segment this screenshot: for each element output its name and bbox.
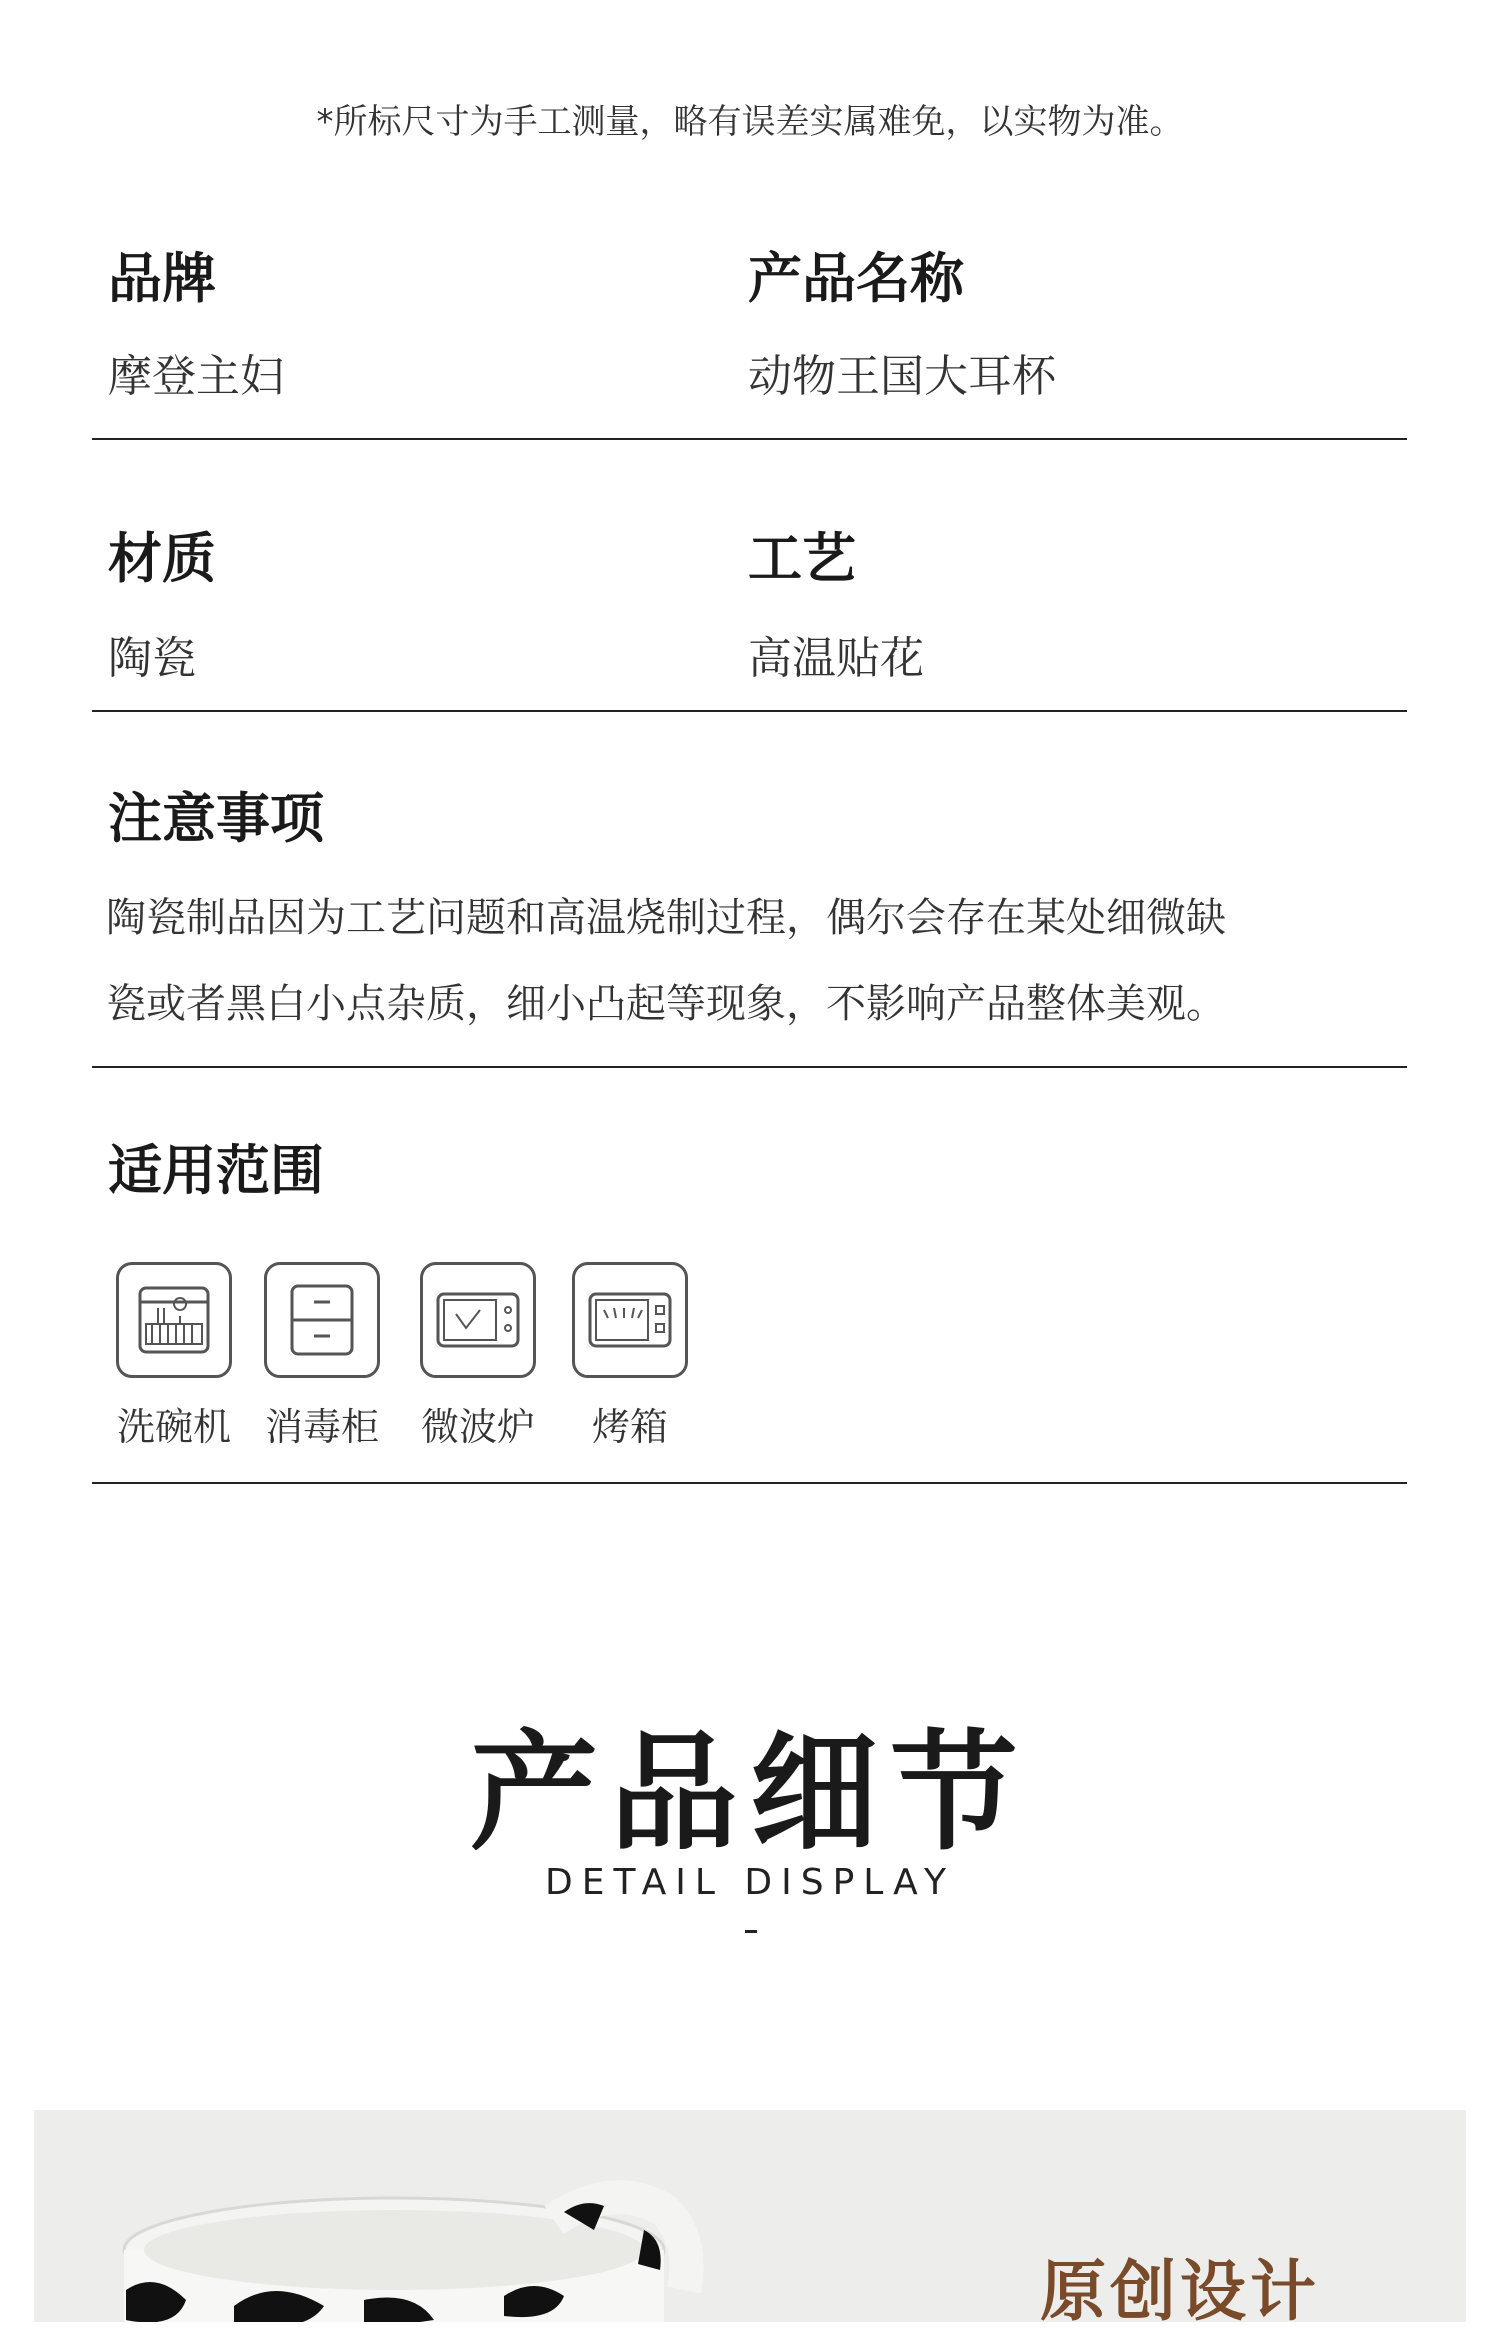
subtitle-dash xyxy=(745,1930,757,1933)
material-value: 陶瓷 xyxy=(108,633,196,684)
brand-value: 摩登主妇 xyxy=(108,351,284,402)
feature-title: 原创设计 xyxy=(1040,2253,1320,2330)
oven-icon xyxy=(572,1262,688,1378)
brand-label: 品牌 xyxy=(108,247,216,310)
notice-line-2: 瓷或者黑白小点杂质，细小凸起等现象，不影响产品整体美观。 xyxy=(106,981,1226,1027)
craft-label: 工艺 xyxy=(748,527,856,590)
usage-label-oven: 烤箱 xyxy=(591,1405,668,1449)
usage-label-microwave: 微波炉 xyxy=(420,1405,535,1449)
detail-title: 产品细节 xyxy=(469,1719,1030,1868)
dishwasher-icon xyxy=(116,1262,232,1378)
divider xyxy=(92,438,1407,440)
divider xyxy=(92,1066,1407,1068)
notice-line-1: 陶瓷制品因为工艺问题和高温烧制过程，偶尔会存在某处细微缺 xyxy=(106,895,1226,941)
measurement-note: *所标尺寸为手工测量，略有误差实属难免，以实物为准。 xyxy=(316,102,1184,142)
product-name-label: 产品名称 xyxy=(748,247,964,310)
usage-title: 适用范围 xyxy=(108,1139,324,1202)
material-label: 材质 xyxy=(108,527,216,590)
detail-subtitle: DETAIL DISPLAY xyxy=(544,1862,955,1903)
divider xyxy=(92,710,1407,712)
notice-title: 注意事项 xyxy=(108,787,324,850)
divider xyxy=(92,1482,1407,1484)
sterilizer-cabinet-icon xyxy=(264,1262,380,1378)
product-name-value: 动物王国大耳杯 xyxy=(748,351,1056,402)
craft-value: 高温贴花 xyxy=(748,633,924,684)
microwave-icon xyxy=(420,1262,536,1378)
usage-label-sterilizer: 消毒柜 xyxy=(264,1405,379,1449)
usage-label-dishwasher: 洗碗机 xyxy=(116,1405,231,1449)
